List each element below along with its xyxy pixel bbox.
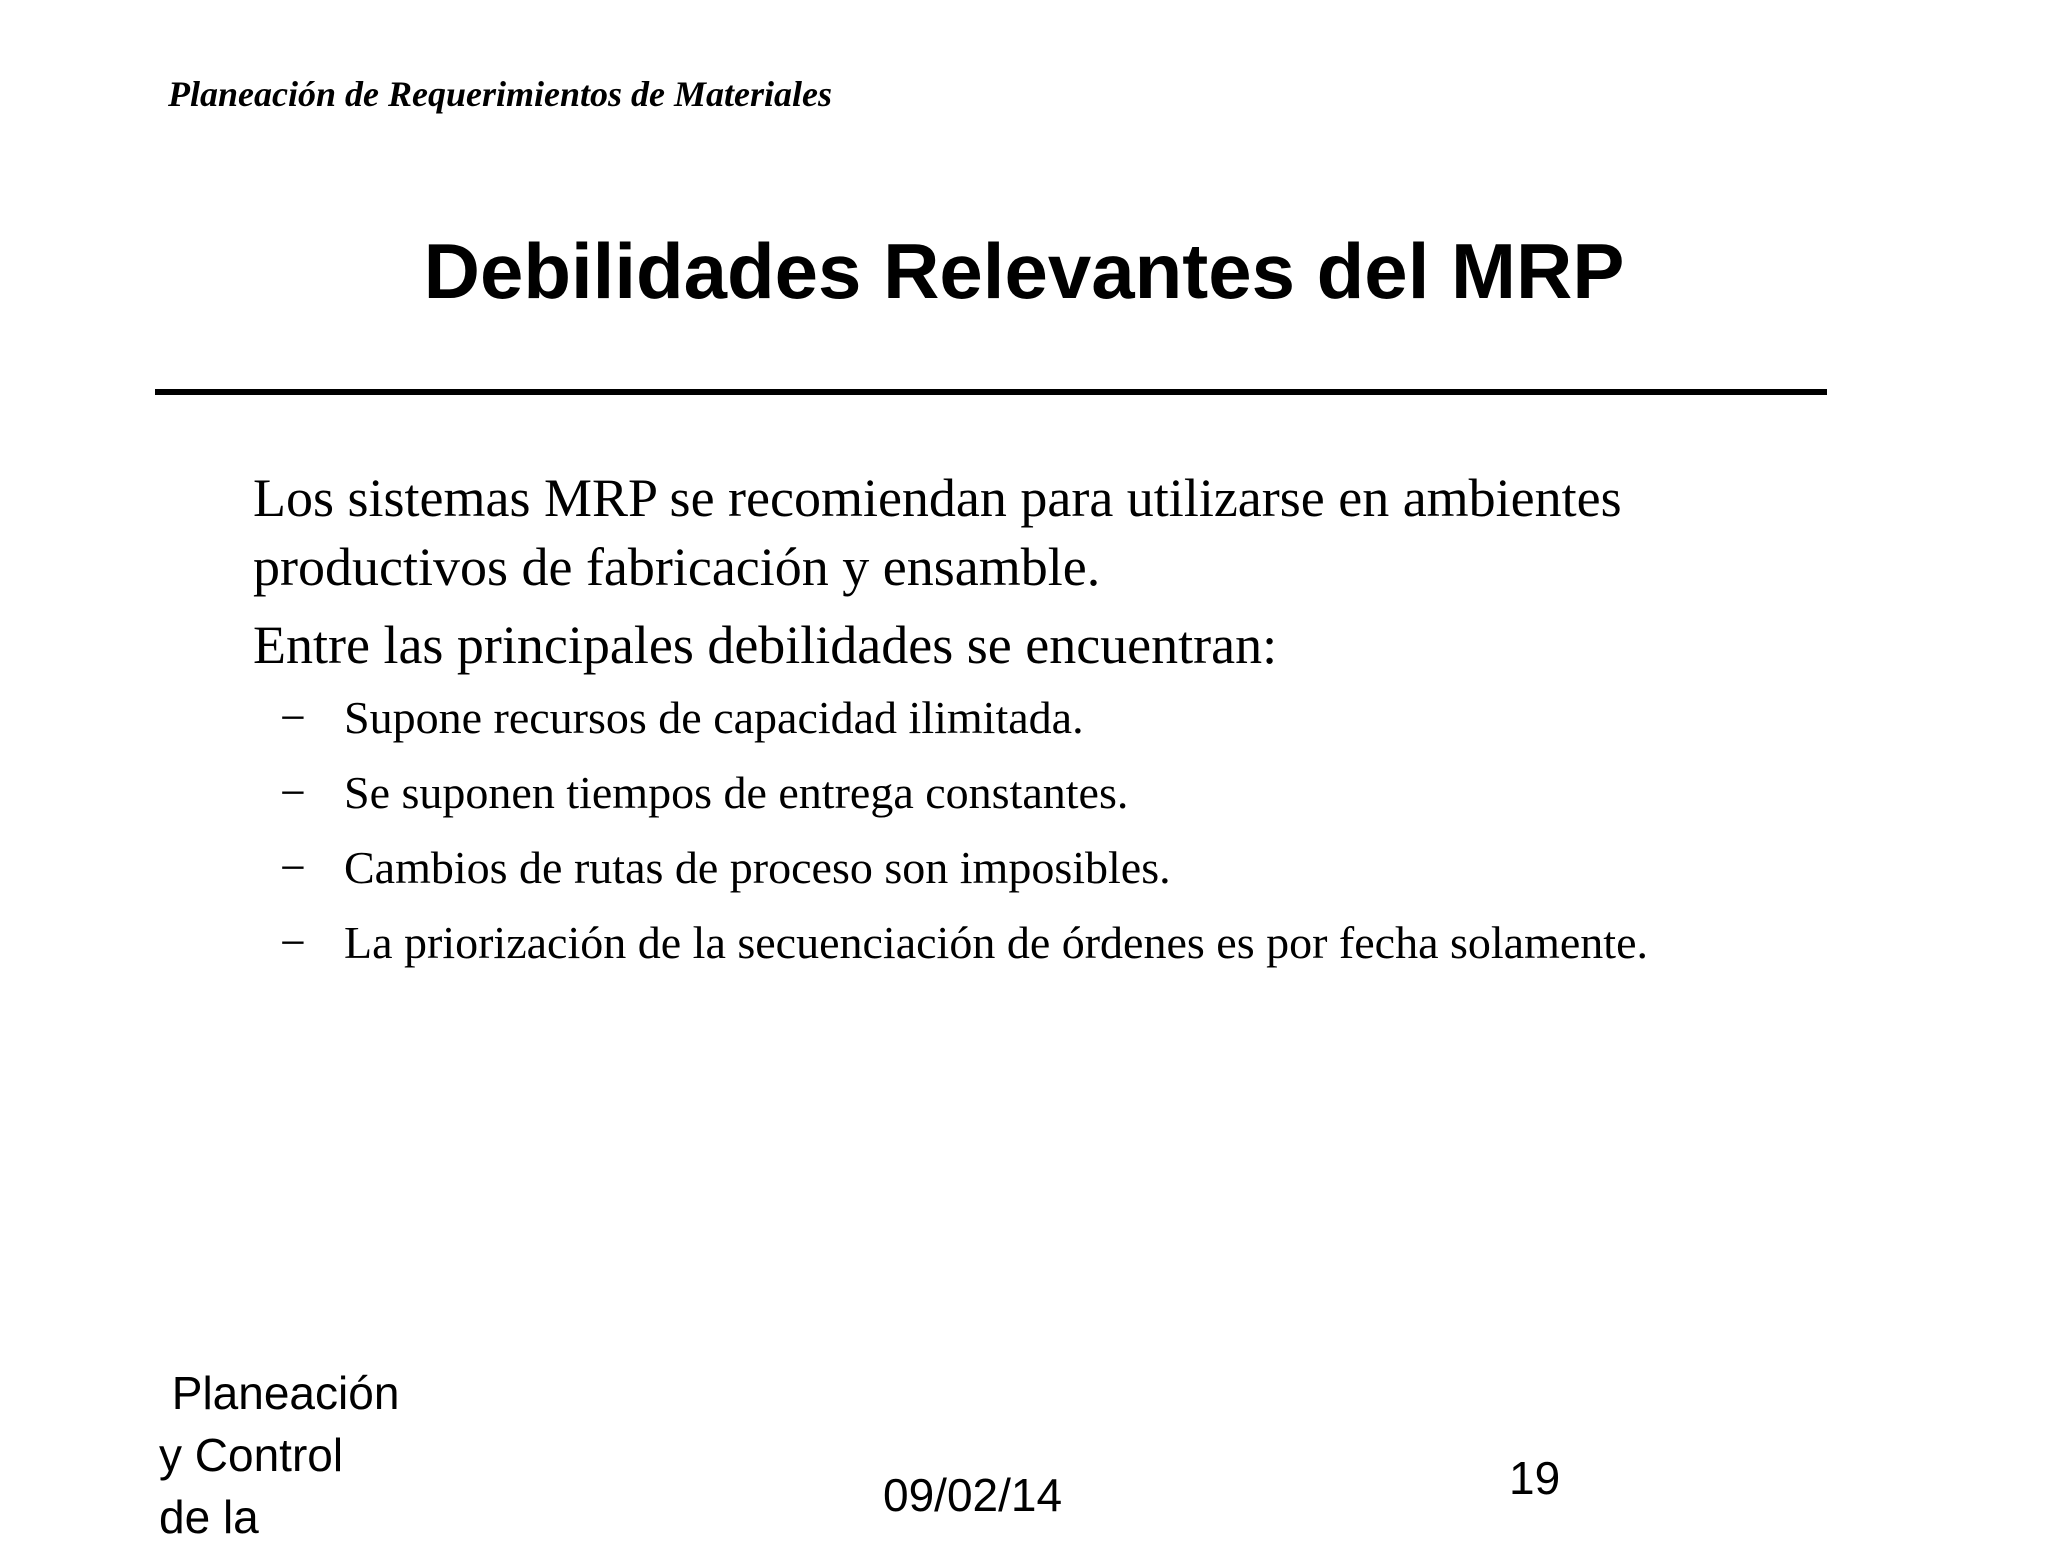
list-item-text: La priorización de la secuenciación de órdenes es por fecha solamente. [344, 917, 1648, 968]
list-item [253, 914, 1813, 972]
dash-bullet-icon: − [280, 767, 306, 818]
footer-date: 09/02/14 [883, 1469, 1063, 1521]
footer-line: y Control [159, 1429, 344, 1481]
slide-body [253, 464, 1813, 989]
weakness-list [253, 689, 1813, 972]
title-divider [155, 389, 1827, 395]
list-item-text: Cambios de rutas de proceso son imposibles. [344, 842, 1171, 893]
list-item [253, 689, 1813, 747]
list-item-text: Supone recursos de capacidad ilimitada. [344, 692, 1084, 743]
dash-bullet-icon: − [280, 842, 306, 893]
footer-course-name [159, 1362, 399, 1548]
dash-bullet-icon: − [280, 692, 306, 743]
page-number: 19 [1509, 1452, 1561, 1504]
list-item [253, 839, 1813, 897]
intro-paragraph: Los sistemas MRP se recomiendan para utilizarse en ambientes productivos de fabricación y ensamble. [253, 468, 1622, 597]
footer-line: Planeación [159, 1367, 400, 1419]
dash-bullet-icon: − [280, 917, 306, 968]
header-title: Planeación de Requerimientos de Materiales [168, 74, 832, 114]
list-item-text: Se suponen tiempos de entrega constantes. [344, 767, 1129, 818]
slide-title: Debilidades Relevantes del MRP [423, 227, 1625, 315]
list-item [253, 764, 1813, 822]
lead-in-paragraph: Entre las principales debilidades se encuentran: [253, 615, 1278, 675]
footer-line: de la [159, 1491, 259, 1543]
